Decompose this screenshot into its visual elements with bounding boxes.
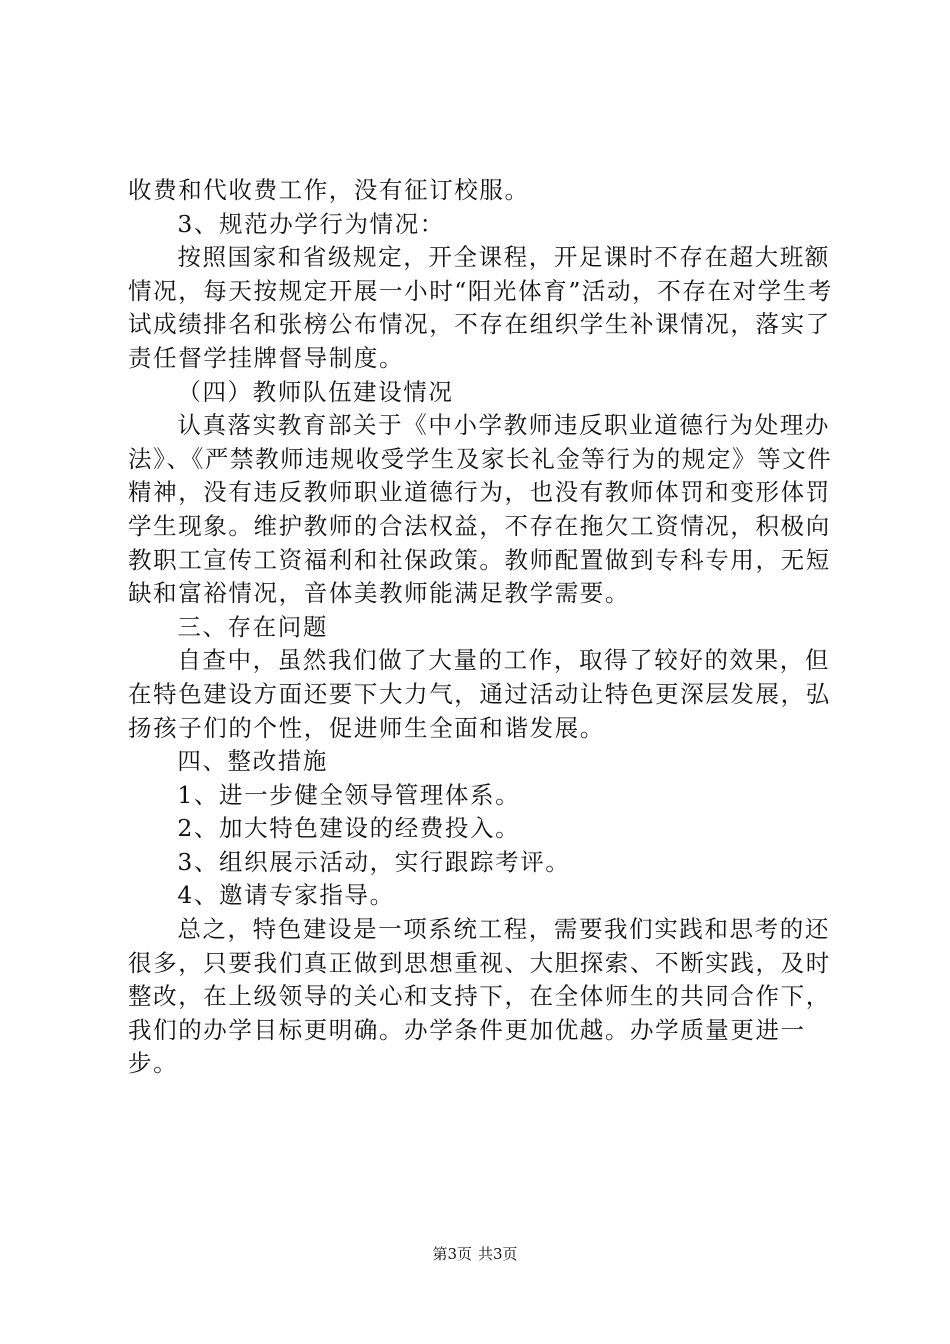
paragraph: 收费和代收费工作，没有征订校服。	[128, 176, 530, 204]
section-heading: 3、规范办学行为情况：	[177, 209, 445, 238]
list-item: 4、邀请专家指导。	[177, 881, 395, 910]
paragraph: 自查中，虽然我们做了大量的工作，取得了较好的效果，但在特色建设方面还要下大力气，通过活动让特色更深层发展，弘扬孩子们的个性，促进师生全面和谐发展。	[128, 646, 831, 742]
page-footer	[0, 1243, 950, 1264]
paragraph: 认真落实教育部关于《中小学教师违反职业道德行为处理办法》、《严禁教师违规收受学生及家长礼金等行为的规定》等文件精神，没有违反教师职业道德行为，也没有教师体罚和变形体罚学生现象。维护教师的合法权益，不存在拖欠工资情况，积极向教职工宣传工资福利和社保政策。教师配置做到专科专用，无短缺和富裕情况，音体美教师能满足教学需要。	[128, 411, 833, 608]
section-heading: 三、存在问题	[177, 612, 328, 641]
section-heading: 四、整改措施	[177, 747, 328, 776]
page-number-current: 第3页	[432, 1245, 472, 1263]
list-item: 3、组织展示活动，实行跟踪考评。	[177, 847, 571, 876]
document-body	[128, 174, 840, 1081]
section-heading: （四）教师队伍建设情况	[177, 377, 454, 406]
paragraph: 总之，特色建设是一项系统工程，需要我们实践和思考的还很多，只要我们真正做到思想重视、大胆探索、不断实践，及时整改，在上级领导的关心和支持下，在全体师生的共同合作下，我们的办学目标更明确。办学条件更加优越。办学质量更进一步。	[128, 915, 831, 1078]
paragraph: 按照国家和省级规定，开全课程，开足课时不存在超大班额情况，每天按规定开展一小时“阳光体育”活动，不存在对学生考试成绩排名和张榜公布情况，不存在组织学生补课情况，落实了责任督学挂牌督导制度。	[128, 243, 833, 372]
list-item: 1、进一步健全领导管理体系。	[177, 780, 521, 809]
page-number-total: 共3页	[478, 1245, 518, 1263]
list-item: 2、加大特色建设的经费投入。	[177, 814, 521, 843]
